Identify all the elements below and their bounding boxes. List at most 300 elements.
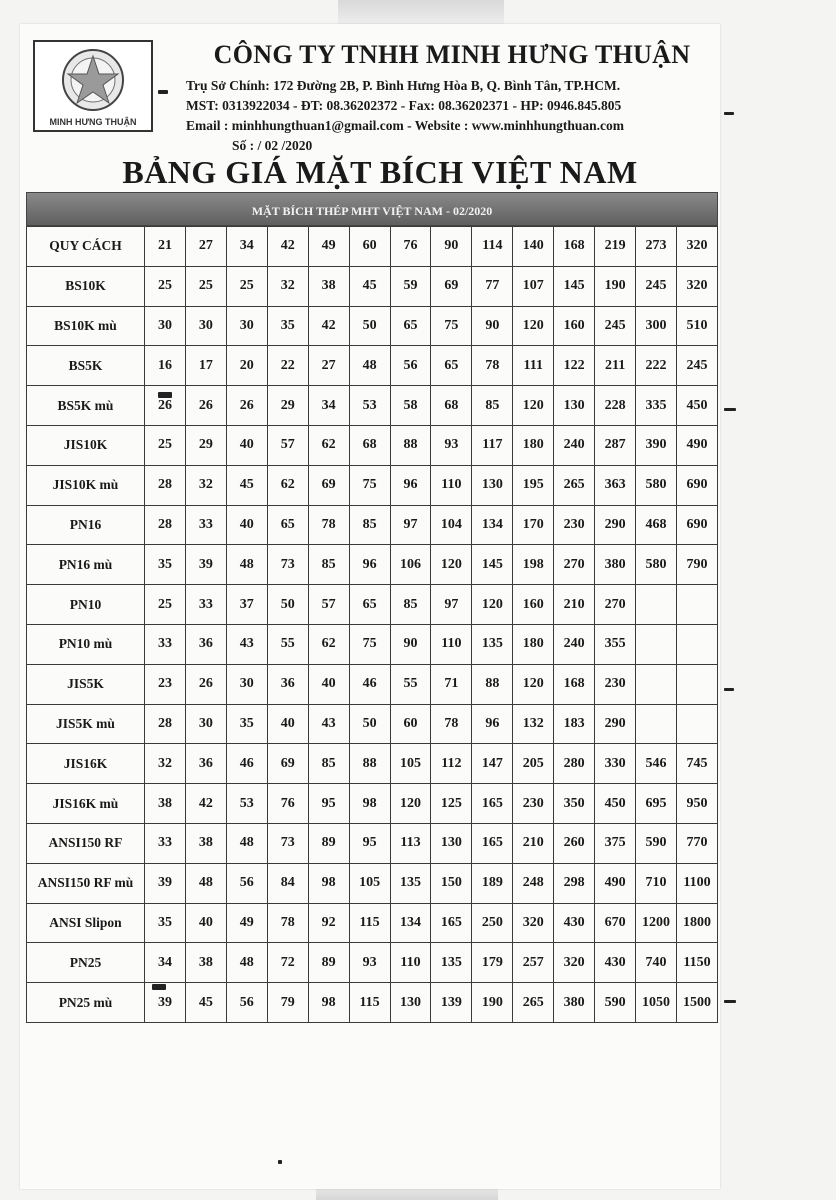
price-cell: 320: [513, 903, 554, 943]
table-row: [27, 983, 718, 1023]
table-row: [27, 863, 718, 903]
price-cell: 1800: [676, 903, 717, 943]
price-cell: 40: [185, 903, 226, 943]
price-cell: 85: [308, 744, 349, 784]
price-cell: 97: [431, 585, 472, 625]
price-cell: 490: [676, 425, 717, 465]
price-cell: 42: [267, 227, 308, 267]
price-cell: 35: [145, 545, 186, 585]
price-cell: 320: [676, 266, 717, 306]
price-cell: 245: [636, 266, 677, 306]
price-cell: 790: [676, 545, 717, 585]
price-cell: 219: [595, 227, 636, 267]
price-cell: 110: [390, 943, 431, 983]
price-cell: 75: [431, 306, 472, 346]
price-cell: 33: [185, 585, 226, 625]
price-cell: [636, 585, 677, 625]
price-cell: 1500: [676, 983, 717, 1023]
spec-cell: ANSI150 RF: [27, 823, 145, 863]
price-cell: 25: [226, 266, 267, 306]
price-cell: 69: [431, 266, 472, 306]
price-cell: 430: [595, 943, 636, 983]
price-cell: 27: [308, 346, 349, 386]
scan-speck: [158, 392, 172, 398]
scanner-tab-top: [338, 0, 504, 26]
price-cell: 26: [185, 386, 226, 426]
table-row: [27, 784, 718, 824]
price-cell: 122: [554, 346, 595, 386]
price-cell: 190: [595, 266, 636, 306]
price-cell: 55: [390, 664, 431, 704]
price-cell: 30: [185, 306, 226, 346]
price-cell: 1200: [636, 903, 677, 943]
price-cell: 690: [676, 465, 717, 505]
spec-cell: PN16 mù: [27, 545, 145, 585]
price-cell: 39: [145, 983, 186, 1023]
price-cell: 240: [554, 425, 595, 465]
price-cell: 490: [595, 863, 636, 903]
price-cell: 350: [554, 784, 595, 824]
price-cell: 22: [267, 346, 308, 386]
price-cell: 25: [145, 266, 186, 306]
price-cell: 355: [595, 624, 636, 664]
price-cell: 85: [349, 505, 390, 545]
price-cell: 27: [185, 227, 226, 267]
price-cell: 168: [554, 664, 595, 704]
price-cell: 380: [595, 545, 636, 585]
price-cell: 130: [472, 465, 513, 505]
price-cell: 135: [390, 863, 431, 903]
price-cell: 32: [185, 465, 226, 505]
price-cell: 105: [349, 863, 390, 903]
price-cell: 580: [636, 545, 677, 585]
price-cell: 228: [595, 386, 636, 426]
price-cell: 120: [390, 784, 431, 824]
price-cell: 92: [308, 903, 349, 943]
price-cell: 73: [267, 823, 308, 863]
price-cell: 106: [390, 545, 431, 585]
price-cell: 30: [226, 306, 267, 346]
price-cell: 670: [595, 903, 636, 943]
price-cell: 270: [595, 585, 636, 625]
price-cell: 210: [513, 823, 554, 863]
price-cell: 65: [267, 505, 308, 545]
price-cell: 39: [145, 863, 186, 903]
price-cell: 59: [390, 266, 431, 306]
price-cell: 85: [390, 585, 431, 625]
company-email-website: Email : minhhungthuan1@gmail.com - Website : www.minhhungthuan.com: [186, 118, 625, 133]
price-cell: 28: [145, 704, 186, 744]
price-cell: 179: [472, 943, 513, 983]
price-cell: 180: [513, 624, 554, 664]
price-cell: 250: [472, 903, 513, 943]
price-cell: 113: [390, 823, 431, 863]
price-cell: 48: [226, 823, 267, 863]
price-cell: 26: [185, 664, 226, 704]
price-cell: 160: [554, 306, 595, 346]
price-cell: 189: [472, 863, 513, 903]
table-banner: MẶT BÍCH THÉP MHT VIỆT NAM - 02/2020: [26, 192, 718, 226]
price-cell: 147: [472, 744, 513, 784]
price-cell: 130: [431, 823, 472, 863]
price-cell: 39: [185, 545, 226, 585]
scan-speck: [158, 90, 168, 94]
price-cell: 45: [226, 465, 267, 505]
price-cell: 23: [145, 664, 186, 704]
price-cell: 38: [185, 823, 226, 863]
price-cell: 25: [145, 425, 186, 465]
table-row: [27, 664, 718, 704]
spec-cell: BS10K mù: [27, 306, 145, 346]
price-table-container: [26, 192, 718, 1023]
price-cell: 1050: [636, 983, 677, 1023]
price-cell: 48: [349, 346, 390, 386]
price-cell: 245: [595, 306, 636, 346]
scan-speck: [724, 112, 734, 115]
price-cell: 88: [349, 744, 390, 784]
table-header-row: [27, 227, 718, 267]
price-cell: 55: [267, 624, 308, 664]
price-cell: 546: [636, 744, 677, 784]
price-cell: 105: [390, 744, 431, 784]
price-cell: 165: [472, 784, 513, 824]
price-cell: 690: [676, 505, 717, 545]
table-row: [27, 306, 718, 346]
spec-cell: BS10K: [27, 266, 145, 306]
price-cell: 168: [554, 227, 595, 267]
price-cell: 60: [349, 227, 390, 267]
price-cell: 78: [267, 903, 308, 943]
company-address: Trụ Sở Chính: 172 Đường 2B, P. Bình Hưng Hòa B, Q. Bình Tân, TP.HCM.: [186, 78, 621, 93]
price-cell: 335: [636, 386, 677, 426]
price-cell: 17: [185, 346, 226, 386]
price-cell: 88: [472, 664, 513, 704]
price-cell: 134: [390, 903, 431, 943]
price-cell: 65: [349, 585, 390, 625]
price-cell: 222: [636, 346, 677, 386]
price-cell: 375: [595, 823, 636, 863]
table-row: [27, 624, 718, 664]
price-cell: 590: [595, 983, 636, 1023]
price-cell: 93: [349, 943, 390, 983]
price-cell: 145: [554, 266, 595, 306]
price-cell: 35: [226, 704, 267, 744]
price-cell: 117: [472, 425, 513, 465]
price-cell: 95: [308, 784, 349, 824]
price-cell: 65: [431, 346, 472, 386]
price-cell: 56: [390, 346, 431, 386]
price-cell: 30: [145, 306, 186, 346]
price-cell: 170: [513, 505, 554, 545]
price-cell: 46: [226, 744, 267, 784]
spec-cell: JIS16K mù: [27, 784, 145, 824]
price-cell: 165: [472, 823, 513, 863]
price-cell: 73: [267, 545, 308, 585]
price-cell: 33: [185, 505, 226, 545]
price-cell: 45: [349, 266, 390, 306]
price-cell: 330: [595, 744, 636, 784]
price-cell: 43: [226, 624, 267, 664]
price-cell: 60: [390, 704, 431, 744]
price-cell: 160: [513, 585, 554, 625]
table-row: [27, 903, 718, 943]
spec-cell: ANSI Slipon: [27, 903, 145, 943]
price-cell: 68: [431, 386, 472, 426]
price-cell: 38: [145, 784, 186, 824]
price-cell: 96: [349, 545, 390, 585]
price-cell: 34: [226, 227, 267, 267]
price-cell: 98: [349, 784, 390, 824]
price-cell: 111: [513, 346, 554, 386]
spec-cell: JIS10K: [27, 425, 145, 465]
price-cell: 34: [308, 386, 349, 426]
price-cell: 132: [513, 704, 554, 744]
spec-cell: PN16: [27, 505, 145, 545]
price-cell: 69: [267, 744, 308, 784]
price-cell: 49: [226, 903, 267, 943]
price-cell: 96: [472, 704, 513, 744]
price-cell: 130: [390, 983, 431, 1023]
price-cell: 26: [226, 386, 267, 426]
price-cell: 36: [267, 664, 308, 704]
price-cell: 30: [185, 704, 226, 744]
price-cell: 710: [636, 863, 677, 903]
price-cell: 140: [513, 227, 554, 267]
price-cell: 69: [308, 465, 349, 505]
price-cell: 165: [431, 903, 472, 943]
price-cell: 265: [513, 983, 554, 1023]
price-cell: [676, 585, 717, 625]
price-cell: 270: [554, 545, 595, 585]
price-cell: 90: [431, 227, 472, 267]
table-row: [27, 465, 718, 505]
price-cell: 198: [513, 545, 554, 585]
price-cell: 32: [267, 266, 308, 306]
price-cell: 110: [431, 465, 472, 505]
table-row: [27, 704, 718, 744]
price-cell: 40: [226, 425, 267, 465]
price-cell: 46: [349, 664, 390, 704]
price-cell: 695: [636, 784, 677, 824]
price-cell: 950: [676, 784, 717, 824]
spec-cell: PN10: [27, 585, 145, 625]
price-cell: 230: [595, 664, 636, 704]
price-cell: 150: [431, 863, 472, 903]
price-cell: 380: [554, 983, 595, 1023]
price-cell: 104: [431, 505, 472, 545]
scan-speck: [724, 688, 734, 691]
price-cell: 89: [308, 823, 349, 863]
table-row: [27, 505, 718, 545]
price-cell: [676, 704, 717, 744]
price-cell: 260: [554, 823, 595, 863]
price-cell: 590: [636, 823, 677, 863]
price-cell: 57: [308, 585, 349, 625]
price-cell: [676, 624, 717, 664]
price-cell: 40: [308, 664, 349, 704]
company-logo: [33, 40, 153, 132]
price-cell: 78: [472, 346, 513, 386]
table-row: [27, 943, 718, 983]
table-row: [27, 266, 718, 306]
table-row: [27, 744, 718, 784]
page-title: BẢNG GIÁ MẶT BÍCH VIỆT NAM: [122, 154, 638, 190]
price-cell: 38: [185, 943, 226, 983]
price-cell: 107: [513, 266, 554, 306]
price-cell: 62: [308, 425, 349, 465]
price-cell: 180: [513, 425, 554, 465]
spec-cell: BS5K: [27, 346, 145, 386]
price-cell: 190: [472, 983, 513, 1023]
spec-cell: PN10 mù: [27, 624, 145, 664]
price-cell: 42: [308, 306, 349, 346]
price-cell: 300: [636, 306, 677, 346]
price-cell: 48: [226, 545, 267, 585]
table-row: [27, 346, 718, 386]
spec-cell: BS5K mù: [27, 386, 145, 426]
price-cell: 120: [513, 306, 554, 346]
price-cell: 28: [145, 505, 186, 545]
scan-speck: [152, 984, 166, 990]
price-cell: 25: [185, 266, 226, 306]
price-cell: 320: [676, 227, 717, 267]
price-cell: 320: [554, 943, 595, 983]
price-cell: 95: [349, 823, 390, 863]
price-cell: 98: [308, 863, 349, 903]
price-cell: 53: [349, 386, 390, 426]
price-cell: 230: [513, 784, 554, 824]
price-cell: 53: [226, 784, 267, 824]
price-cell: 29: [185, 425, 226, 465]
company-name: CÔNG TY TNHH MINH HƯNG THUẬN: [213, 40, 691, 69]
price-cell: 298: [554, 863, 595, 903]
price-cell: 48: [226, 943, 267, 983]
price-cell: 115: [349, 983, 390, 1023]
price-cell: 50: [267, 585, 308, 625]
price-cell: 115: [349, 903, 390, 943]
price-cell: 89: [308, 943, 349, 983]
price-cell: 90: [472, 306, 513, 346]
price-cell: 33: [145, 624, 186, 664]
price-cell: [636, 704, 677, 744]
price-cell: 450: [595, 784, 636, 824]
spec-cell: JIS10K mù: [27, 465, 145, 505]
price-cell: 245: [676, 346, 717, 386]
price-cell: 280: [554, 744, 595, 784]
price-cell: 62: [308, 624, 349, 664]
logo-text: MINH HƯNG THUẬN: [49, 117, 137, 127]
price-cell: 290: [595, 505, 636, 545]
price-cell: 273: [636, 227, 677, 267]
price-cell: 50: [349, 704, 390, 744]
price-cell: 287: [595, 425, 636, 465]
spec-cell: PN25: [27, 943, 145, 983]
price-cell: 78: [308, 505, 349, 545]
price-cell: 30: [226, 664, 267, 704]
price-cell: 110: [431, 624, 472, 664]
table-row: [27, 823, 718, 863]
price-cell: 205: [513, 744, 554, 784]
price-cell: 120: [472, 585, 513, 625]
price-cell: 26: [145, 386, 186, 426]
price-cell: 35: [145, 903, 186, 943]
price-cell: 62: [267, 465, 308, 505]
price-cell: 114: [472, 227, 513, 267]
price-cell: 1150: [676, 943, 717, 983]
price-cell: 745: [676, 744, 717, 784]
price-cell: 21: [145, 227, 186, 267]
company-contact: MST: 0313922034 - ĐT: 08.36202372 - Fax: 08.36202371 - HP: 0946.845.805: [186, 98, 622, 113]
scan-speck: [278, 1160, 282, 1164]
price-cell: 450: [676, 386, 717, 426]
price-cell: 40: [226, 505, 267, 545]
price-cell: 33: [145, 823, 186, 863]
price-cell: 740: [636, 943, 677, 983]
price-cell: 134: [472, 505, 513, 545]
spec-cell: PN25 mù: [27, 983, 145, 1023]
price-cell: 56: [226, 983, 267, 1023]
price-cell: 48: [185, 863, 226, 903]
price-cell: 265: [554, 465, 595, 505]
spec-cell: QUY CÁCH: [27, 227, 145, 267]
price-cell: 112: [431, 744, 472, 784]
price-cell: 183: [554, 704, 595, 744]
price-cell: 145: [472, 545, 513, 585]
price-cell: 75: [349, 465, 390, 505]
price-cell: 37: [226, 585, 267, 625]
price-cell: 32: [145, 744, 186, 784]
price-cell: 120: [431, 545, 472, 585]
price-cell: 34: [145, 943, 186, 983]
price-cell: 71: [431, 664, 472, 704]
price-cell: 230: [554, 505, 595, 545]
scan-speck: [724, 408, 736, 411]
spec-cell: JIS16K: [27, 744, 145, 784]
price-cell: 135: [472, 624, 513, 664]
spec-cell: ANSI150 RF mù: [27, 863, 145, 903]
price-cell: 68: [349, 425, 390, 465]
price-cell: 135: [431, 943, 472, 983]
price-cell: 120: [513, 386, 554, 426]
price-cell: 580: [636, 465, 677, 505]
price-cell: 36: [185, 744, 226, 784]
price-cell: 36: [185, 624, 226, 664]
table-row: [27, 425, 718, 465]
price-cell: 40: [267, 704, 308, 744]
price-cell: 57: [267, 425, 308, 465]
price-cell: 56: [226, 863, 267, 903]
price-cell: 29: [267, 386, 308, 426]
scan-speck: [724, 1000, 736, 1003]
price-cell: 257: [513, 943, 554, 983]
table-row: [27, 545, 718, 585]
price-cell: 84: [267, 863, 308, 903]
price-cell: 363: [595, 465, 636, 505]
price-cell: 20: [226, 346, 267, 386]
price-cell: 45: [185, 983, 226, 1023]
price-cell: 97: [390, 505, 431, 545]
price-cell: 49: [308, 227, 349, 267]
price-cell: 85: [472, 386, 513, 426]
price-cell: 290: [595, 704, 636, 744]
price-cell: 430: [554, 903, 595, 943]
price-cell: 120: [513, 664, 554, 704]
price-cell: 125: [431, 784, 472, 824]
price-cell: 211: [595, 346, 636, 386]
price-cell: 75: [349, 624, 390, 664]
price-cell: 98: [308, 983, 349, 1023]
price-cell: 96: [390, 465, 431, 505]
